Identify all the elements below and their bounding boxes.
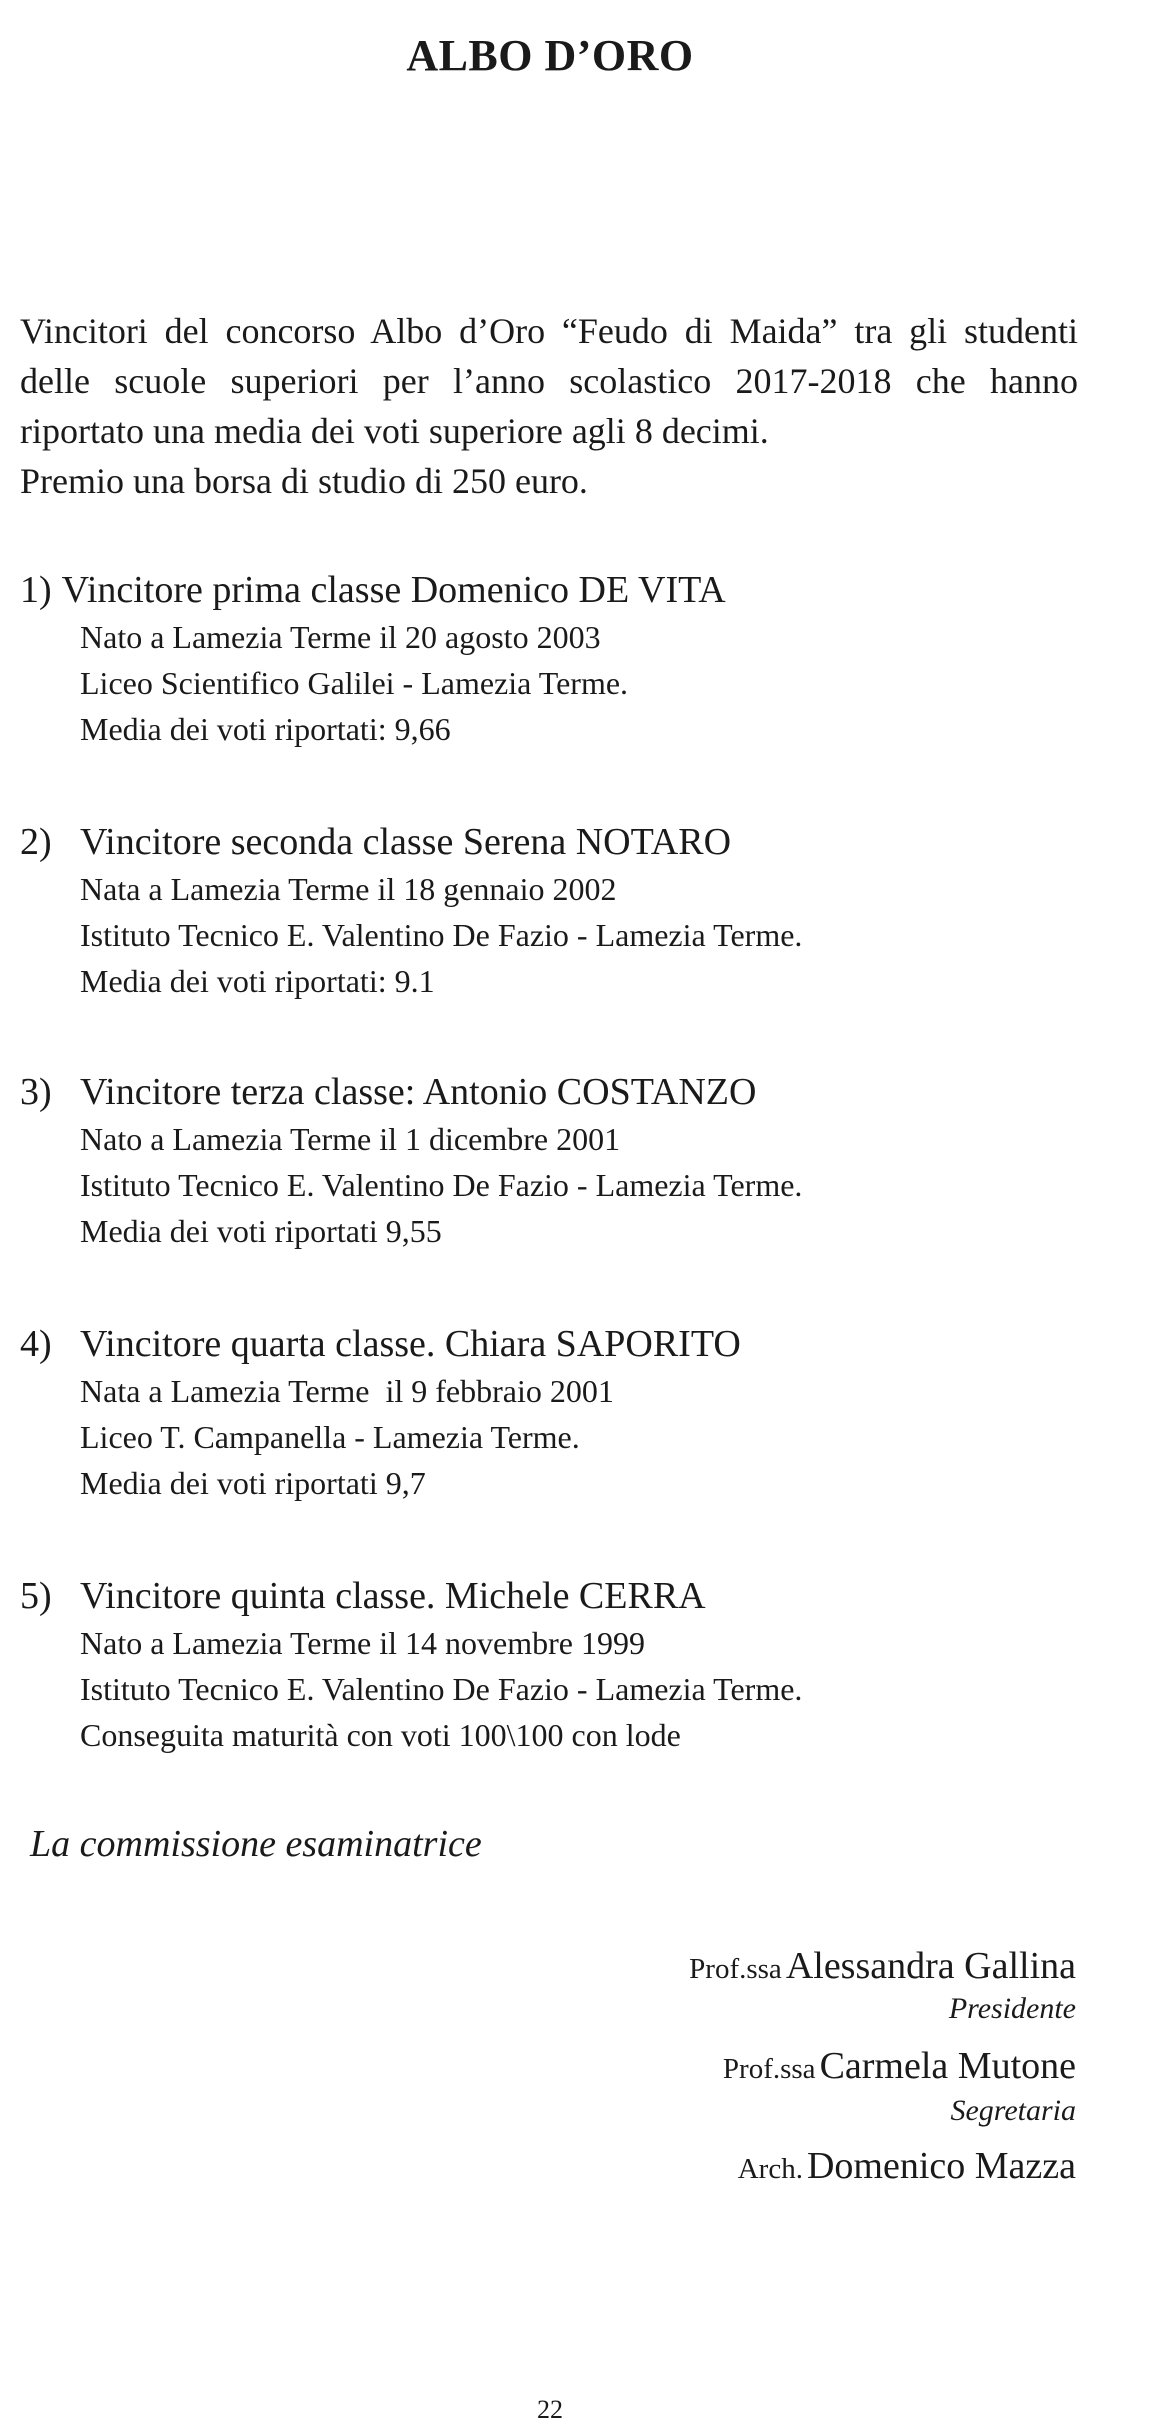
signatory-role: Segretaria <box>950 2094 1076 2127</box>
winner-heading <box>20 818 1100 866</box>
winner-entry-1 <box>20 566 1100 752</box>
winner-grade: Media dei voti riportati 9,55 <box>80 1213 442 1249</box>
winner-number: 1) <box>20 569 52 611</box>
winner-heading <box>20 1320 1100 1368</box>
winner-birth: Nato a Lamezia Terme il 14 novembre 1999 <box>80 1625 645 1661</box>
winner-details <box>80 1620 1100 1758</box>
signatory-1 <box>689 1944 1076 2025</box>
winner-school: Istituto Tecnico E. Valentino De Fazio - Lamezia Terme. <box>80 917 803 953</box>
signatory-name: Alessandra Gallina <box>785 1945 1076 1987</box>
winner-entry-3 <box>20 1068 1100 1254</box>
winner-number: 4) <box>20 1323 52 1365</box>
intro-text <box>20 306 1078 506</box>
winner-birth: Nato a Lamezia Terme il 20 agosto 2003 <box>80 619 601 655</box>
winner-details <box>80 614 1100 752</box>
winner-heading <box>20 566 1100 614</box>
winner-grade: Conseguita maturità con voti 100\100 con lode <box>80 1717 681 1753</box>
intro-prize: Premio una borsa di studio di 250 euro. <box>20 461 588 501</box>
winner-title: Vincitore seconda classe Serena NOTARO <box>80 821 732 863</box>
signatory-title: Prof.ssa <box>722 2053 816 2085</box>
winner-details <box>80 1368 1100 1506</box>
signatory-title: Arch. <box>737 2153 803 2185</box>
winner-school: Istituto Tecnico E. Valentino De Fazio - Lamezia Terme. <box>80 1671 803 1707</box>
signatory-name: Domenico Mazza <box>806 2145 1076 2187</box>
page-number: 22 <box>537 2395 563 2424</box>
page-title: ALBO D’ORO <box>406 31 694 80</box>
winner-school: Liceo T. Campanella - Lamezia Terme. <box>80 1419 580 1455</box>
signatory-3 <box>738 2144 1076 2188</box>
winner-school: Liceo Scientifico Galilei - Lamezia Terme. <box>80 665 629 701</box>
winner-details <box>80 866 1100 1004</box>
intro-paragraph: Vincitori del concorso Albo d’Oro “Feudo di Maida” tra gli studenti delle scuole superiori per l’anno scolastico 2017-2018 che hanno riportato una media dei voti superiore agli 8 decimi. <box>20 311 1078 451</box>
signatory-title: Prof.ssa <box>689 1953 782 1985</box>
winner-birth: Nata a Lamezia Terme il 18 gennaio 2002 <box>80 871 617 907</box>
winner-details <box>80 1116 1100 1254</box>
winner-title: Vincitore terza classe: Antonio COSTANZO <box>80 1071 757 1113</box>
winner-number: 5) <box>20 1575 52 1617</box>
winner-entry-4 <box>20 1320 1100 1506</box>
signatory-2 <box>722 2044 1076 2127</box>
winner-title: Vincitore quarta classe. Chiara SAPORITO <box>80 1323 741 1365</box>
winner-heading <box>20 1068 1100 1116</box>
winner-title: Vincitore quinta classe. Michele CERRA <box>80 1575 706 1617</box>
winner-grade: Media dei voti riportati 9,7 <box>80 1465 426 1501</box>
winner-entry-2 <box>20 818 1100 1004</box>
winner-title: Vincitore prima classe Domenico DE VITA <box>61 569 726 611</box>
winner-birth: Nato a Lamezia Terme il 1 dicembre 2001 <box>80 1121 621 1157</box>
commission-heading: La commissione esaminatrice <box>30 1823 482 1865</box>
winner-number: 3) <box>20 1071 52 1113</box>
winner-number: 2) <box>20 821 52 863</box>
signatory-name: Carmela Mutone <box>819 2045 1076 2087</box>
winner-entry-5 <box>20 1572 1100 1758</box>
winner-school: Istituto Tecnico E. Valentino De Fazio - Lamezia Terme. <box>80 1167 803 1203</box>
winner-birth: Nata a Lamezia Terme il 9 febbraio 2001 <box>80 1373 614 1409</box>
signatory-role: Presidente <box>948 1992 1076 2025</box>
winner-grade: Media dei voti riportati: 9.1 <box>80 963 435 999</box>
winner-heading <box>20 1572 1100 1620</box>
winner-grade: Media dei voti riportati: 9,66 <box>80 711 451 747</box>
